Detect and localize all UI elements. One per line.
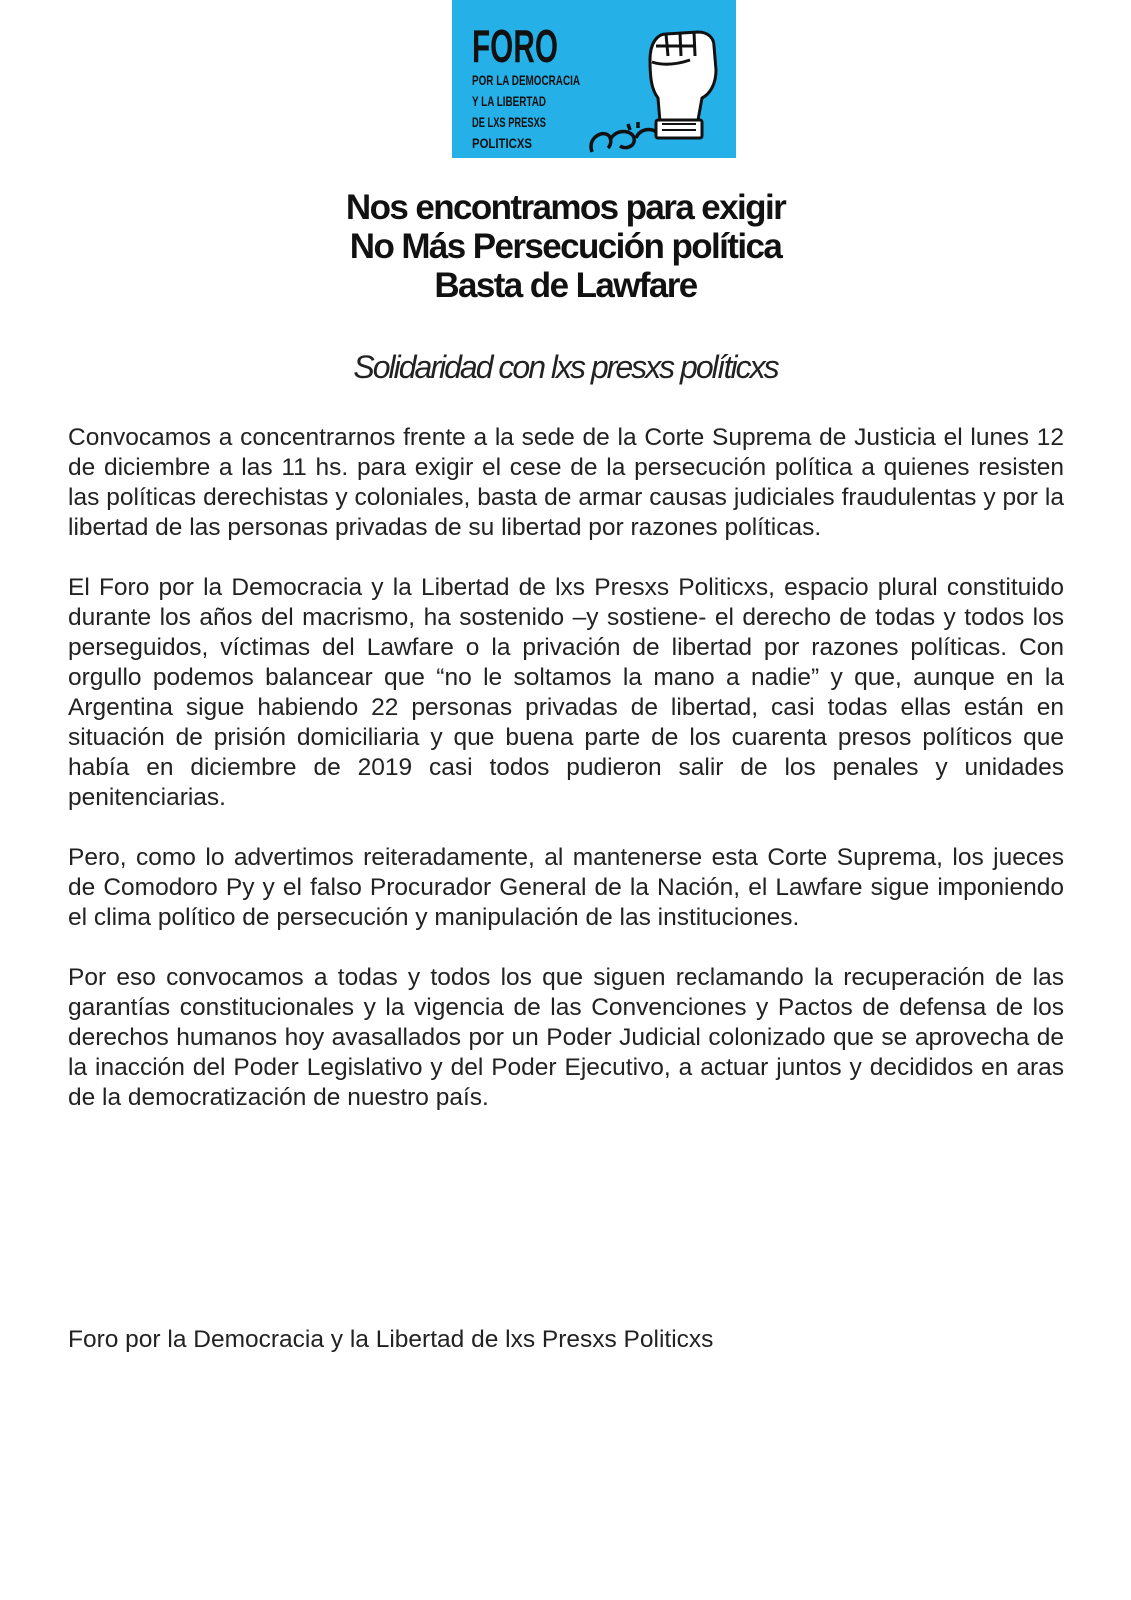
paragraph-1: Convocamos a concentrarnos frente a la sede de la Corte Suprema de Justicia el lunes 12 de diciembre a las 11 hs. para exigir el cese de la persecución política a quienes resisten las políticas derechistas y coloniales, basta de armar causas judiciales fraudulentas y por la libertad de las personas privadas de su libertad por razones políticas. (68, 424, 1064, 541)
logo-line-3: DE LXS PRESXS (472, 114, 546, 130)
headline-line-2: No Más Persecución política (349, 227, 782, 266)
signature: Foro por la Democracia y la Libertad de lxs Presxs Politicxs (68, 1326, 714, 1353)
subtitle: Solidaridad con lxs presxs políticxs (353, 349, 778, 385)
body-text (68, 423, 1064, 1143)
logo-line-1: POR LA DEMOCRACIA (472, 72, 580, 88)
headline (0, 188, 1131, 305)
paragraph-4: Por eso convocamos a todas y todos los que siguen reclamando la recuperación de las garantías constitucionales y la vigencia de las Convenciones y Pactos de defensa de los derechos humanos hoy avasallados por un Poder Judicial colonizado que se aprovecha de la inacción del Poder Legislativo y del Poder Ejecutivo, a actuar juntos y decididos en aras de la democratización de nuestro país. (68, 964, 1064, 1111)
logo-line-4: POLITICXS (472, 135, 532, 151)
headline-line-3: Basta de Lawfare (434, 266, 697, 305)
logo-graphic (452, 0, 736, 158)
foro-logo (452, 0, 736, 158)
logo-line-2: Y LA LIBERTAD (472, 93, 546, 109)
logo-title: FORO (472, 20, 558, 72)
paragraph-3: Pero, como lo advertimos reiteradamente, al mantenerse esta Corte Suprema, los jueces de Comodoro Py y el falso Procurador General de la Nación, el Lawfare sigue imponiendo el clima político de persecución y manipulación de las instituciones. (68, 844, 1064, 931)
paragraph-2: El Foro por la Democracia y la Libertad de lxs Presxs Politicxs, espacio plural constituido durante los años del macrismo, ha sostenido –y sostiene- el derecho de todas y todos los perseguidos, víctimas del Lawfare o la privación de libertad por razones políticas. Con orgullo podemos balancear que “no le soltamos la mano a nadie” y que, aunque en la Argentina sigue habiendo 22 personas privadas de libertad, casi todas ellas están en situación de prisión domiciliaria y que buena parte de los cuarenta presos políticos que había en diciembre de 2019 casi todos pudieron salir de los penales y unidades penitenciarias. (68, 574, 1064, 811)
headline-line-1: Nos encontramos para exigir (345, 188, 786, 227)
